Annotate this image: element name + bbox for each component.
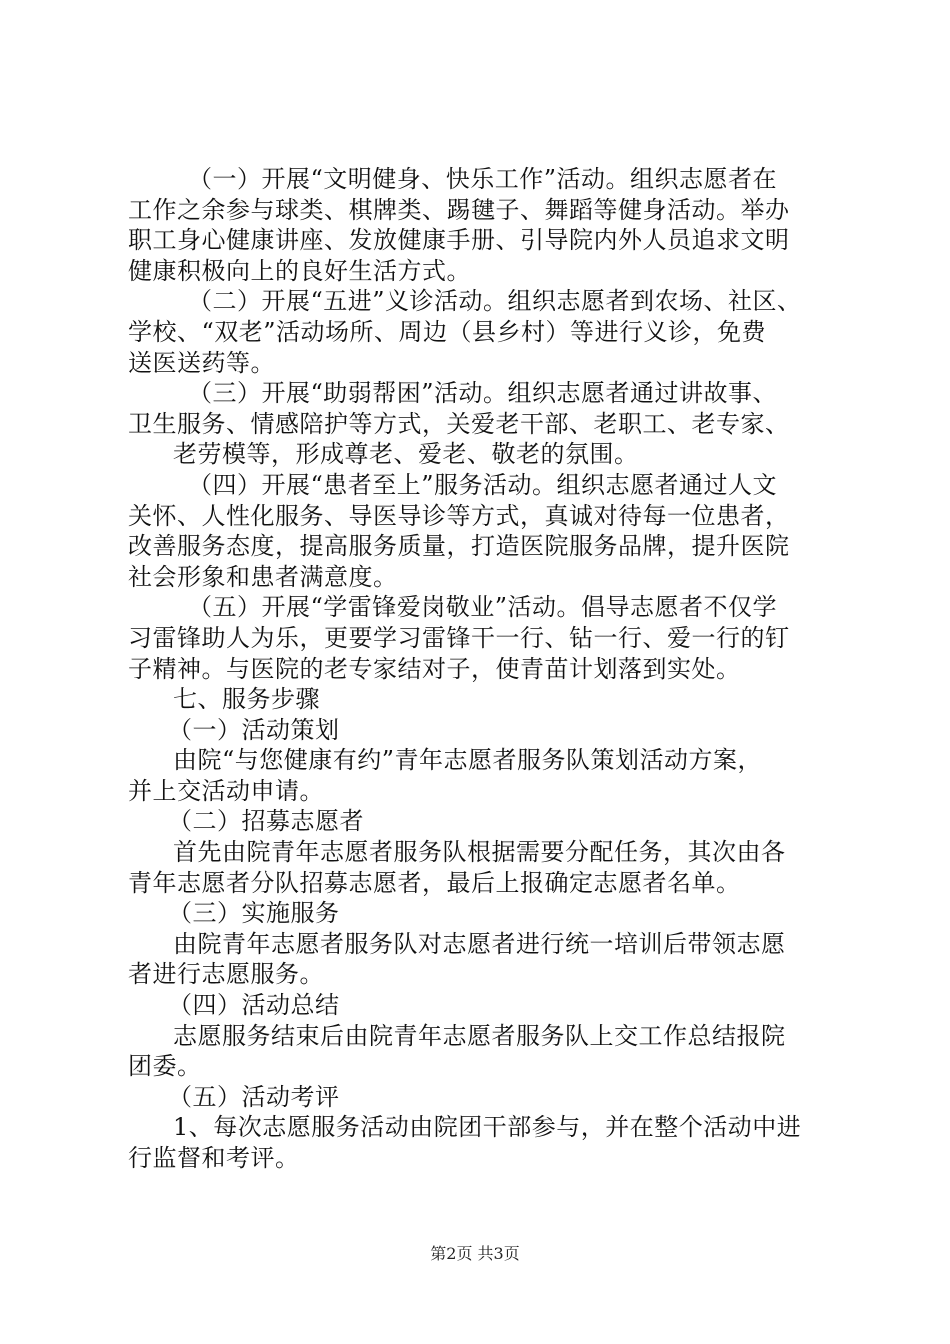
subheading-planning: （一）活动策划 — [168, 715, 340, 744]
evaluation-line-1: 1、每次志愿服务活动由院团干部参与，并在整个活动中进 — [173, 1113, 802, 1142]
paragraph-4-line-1: （四）开展“患者至上”服务活动。组织志愿者通过人文 — [188, 470, 778, 499]
paragraph-1-line-3: 职工身心健康讲座、发放健康手册、引导院内外人员追求文明 — [128, 226, 790, 255]
paragraph-2-line-1: （二）开展“五进”义诊活动。组织志愿者到农场、社区、 — [188, 287, 802, 316]
planning-line-2: 并上交活动申请。 — [128, 776, 324, 805]
subheading-implementation: （三）实施服务 — [168, 899, 340, 928]
paragraph-4-line-3: 改善服务态度，提高服务质量，打造医院服务品牌，提升医院 — [128, 532, 790, 561]
paragraph-3-line-2: 卫生服务、情感陪护等方式，关爱老干部、老职工、老专家、 — [128, 409, 790, 438]
page-footer: 第2页 共3页 — [430, 1244, 520, 1263]
implementation-line-2: 者进行志愿服务。 — [128, 960, 324, 989]
paragraph-1-line-1: （一）开展“文明健身、快乐工作”活动。组织志愿者在 — [188, 165, 778, 193]
paragraph-3-line-1: （三）开展“助弱帮困”活动。组织志愿者通过讲故事、 — [188, 379, 778, 408]
document-body — [128, 164, 838, 1174]
paragraph-3-line-3: 老劳模等，形成尊老、爱老、敬老的氛围。 — [173, 440, 639, 469]
section-heading-service-steps: 七、服务步骤 — [173, 685, 320, 714]
paragraph-5-line-1: （五）开展“学雷锋爱岗敬业”活动。倡导志愿者不仅学 — [188, 593, 778, 622]
subheading-evaluation: （五）活动考评 — [168, 1082, 340, 1111]
summary-line-2: 团委。 — [128, 1052, 202, 1081]
subheading-recruitment: （二）招募志愿者 — [168, 807, 364, 836]
paragraph-2-line-3: 送医送药等。 — [128, 348, 275, 377]
paragraph-2-line-2: 学校、“双老”活动场所、周边（县乡村）等进行义诊，免费 — [128, 317, 767, 346]
paragraph-5-line-3: 子精神。与医院的老专家结对子，使青苗计划落到实处。 — [128, 654, 741, 683]
recruitment-line-1: 首先由院青年志愿者服务队根据需要分配任务，其次由各 — [173, 838, 786, 867]
implementation-line-1: 由院青年志愿者服务队对志愿者进行统一培训后带领志愿 — [173, 929, 786, 958]
paragraph-4-line-4: 社会形象和患者满意度。 — [128, 562, 398, 591]
recruitment-line-2: 青年志愿者分队招募志愿者，最后上报确定志愿者名单。 — [128, 868, 741, 897]
paragraph-5-line-2: 习雷锋助人为乐，更要学习雷锋干一行、钻一行、爱一行的钉 — [128, 623, 790, 652]
subheading-summary: （四）活动总结 — [168, 991, 340, 1020]
planning-line-1: 由院“与您健康有约”青年志愿者服务队策划活动方案， — [173, 746, 763, 775]
paragraph-1-line-4: 健康积极向上的良好生活方式。 — [128, 256, 471, 285]
summary-line-1: 志愿服务结束后由院青年志愿者服务队上交工作总结报院 — [173, 1021, 786, 1050]
evaluation-line-2: 行监督和考评。 — [128, 1144, 300, 1172]
paragraph-4-line-2: 关怀、人性化服务、导医导诊等方式，真诚对待每一位患者， — [128, 501, 790, 530]
paragraph-1-line-2: 工作之余参与球类、棋牌类、踢毽子、舞蹈等健身活动。举办 — [128, 195, 790, 224]
